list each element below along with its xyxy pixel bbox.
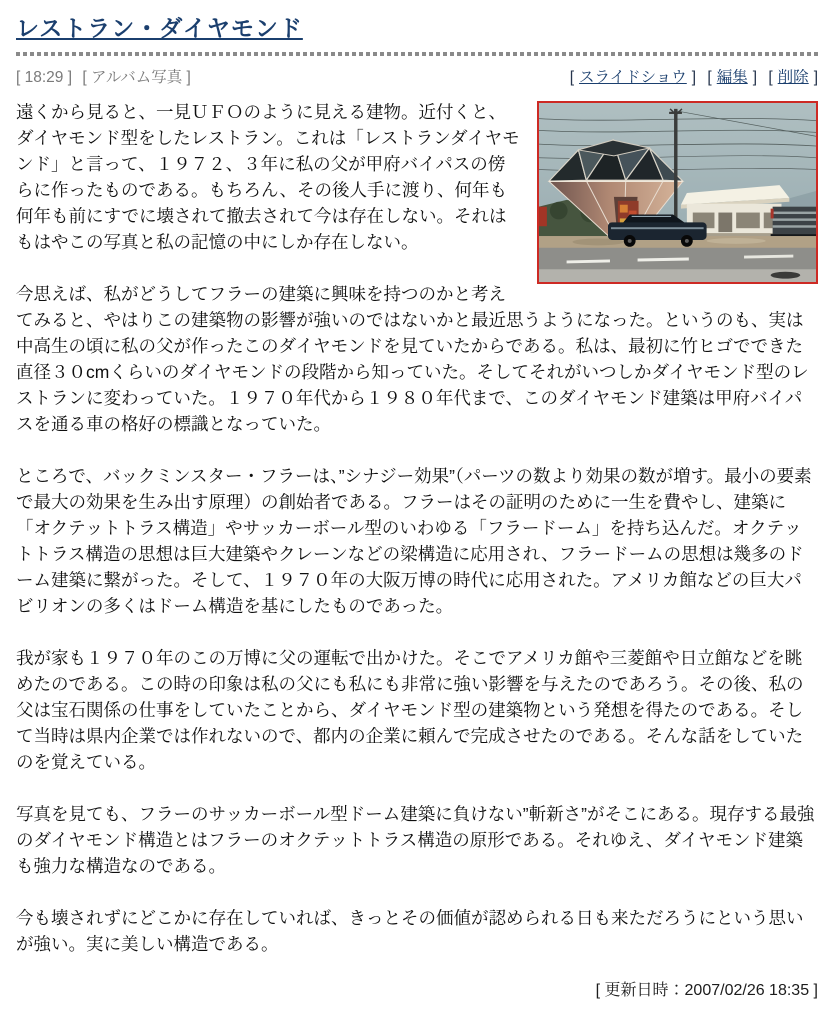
paragraph-closing: 今も壊されずにどこかに存在していれば、きっとその価値が認められる日も来ただろうにという思いが強い。実に美しい構造である。 <box>16 908 804 954</box>
paragraph-fuller: ところで、バックミンスター・フラーは、”シナジー効果”（パーツの数より効果の数が増す。最小の要素で最大の効果を生み出す原理）の創始者である。フラーはその証明のために一生を費やし、建築に「オクテットトラス構造」やサッカーボール型のいわゆる「フラードーム」を持ち込んだ。オクテットトラス構造の思想は巨大建築やクレーンなどの梁構造に応用され、フラードームの思想は幾多のドーム建築に繋がった。そして、１９７０年の大阪万博の時代に応用された。アメリカ館などの巨大パビリオンの多くはドーム構造を基にしたものであった。 <box>16 466 812 616</box>
action-slideshow-group <box>570 69 701 86</box>
slideshow-link[interactable]: スライドショウ <box>579 69 687 86</box>
entry-time: [ 18:29 ] <box>16 69 73 86</box>
bracket-open: [ <box>707 69 712 86</box>
bracket-close: ] <box>752 69 758 86</box>
entry-body <box>16 99 818 957</box>
entry-actions <box>563 65 818 87</box>
entry-title-link[interactable]: レストラン・ダイヤモンド <box>16 15 303 41</box>
paragraph-structure: 写真を見ても、フラーのサッカーボール型ドーム建築に負けない”斬新さ”がそこにある。現存する最強のダイヤモンド構造とはフラーのオクテットトラス構造の原形である。それゆえ、ダイヤモンド建築も強力な構造なのである。 <box>16 804 815 876</box>
bracket-open: [ <box>768 69 773 86</box>
paragraph-influence: 今思えば、私がどうしてフラーの建築に興味を持つのかと考えてみると、やはりこの建築物の影響が強いのではないかと最近思うようになった。というのも、実は中高生の頃に私の父が作ったこのダイヤモンドを見ていたからである。私は、最初に竹ヒゴでできた直径３０cmくらいのダイヤモンドの段階から知っていた。そしてそれがいつしかダイヤモンド型のレストランに変わっていた。１９７０年代から１９８０年代まで、このダイヤモンド建築は甲府バイパスを通る車の格好の標識となっていた。 <box>16 284 809 434</box>
entry-meta-row <box>16 65 818 87</box>
page-title <box>16 10 818 43</box>
bracket-open: [ <box>569 69 575 86</box>
updated-timestamp: [ 更新日時：2007/02/26 18:35 ] <box>595 982 818 999</box>
entry-category: [ アルバム写真 ] <box>82 69 191 86</box>
delete-link[interactable]: 削除 <box>777 69 809 86</box>
action-edit-group <box>707 69 761 86</box>
edit-link[interactable]: 編集 <box>716 69 748 86</box>
diamond-restaurant-photo[interactable] <box>537 101 818 284</box>
action-delete-group <box>768 69 818 86</box>
photo-illustration <box>539 103 816 282</box>
entry-meta-left <box>16 65 197 87</box>
paragraph-expo: 我が家も１９７０年のこの万博に父の運転で出かけた。そこでアメリカ館や三菱館や日立館などを眺めたのである。この時の印象は私の父にも私にも非常に強い影響を与えたのであろう。その後、私の父は宝石関係の仕事をしていたことから、ダイヤモンド型の建築物という発想を得たのである。そして当時は県内企業では作れないので、都内の企業に頼んで完成させたのである。そんな話をしていたのを覚えている。 <box>16 648 804 772</box>
bracket-close: ] <box>691 69 697 86</box>
bracket-close: ] <box>813 69 818 86</box>
dotted-separator <box>16 52 818 56</box>
paragraph-intro: 遠くから見ると、一見ＵＦＯのように見える建物。近付くと、ダイヤモンド型をしたレストラン。これは「レストランダイヤモンド」と言って、１９７２、３年に私の父が甲府バイパスの傍らに作ったものである。もちろん、その後人手に渡り、何年も何年も前にすでに壊されて撤去されて今は存在しない。それはもはやこの写真と私の記憶の中にしか存在しない。 <box>16 102 520 252</box>
